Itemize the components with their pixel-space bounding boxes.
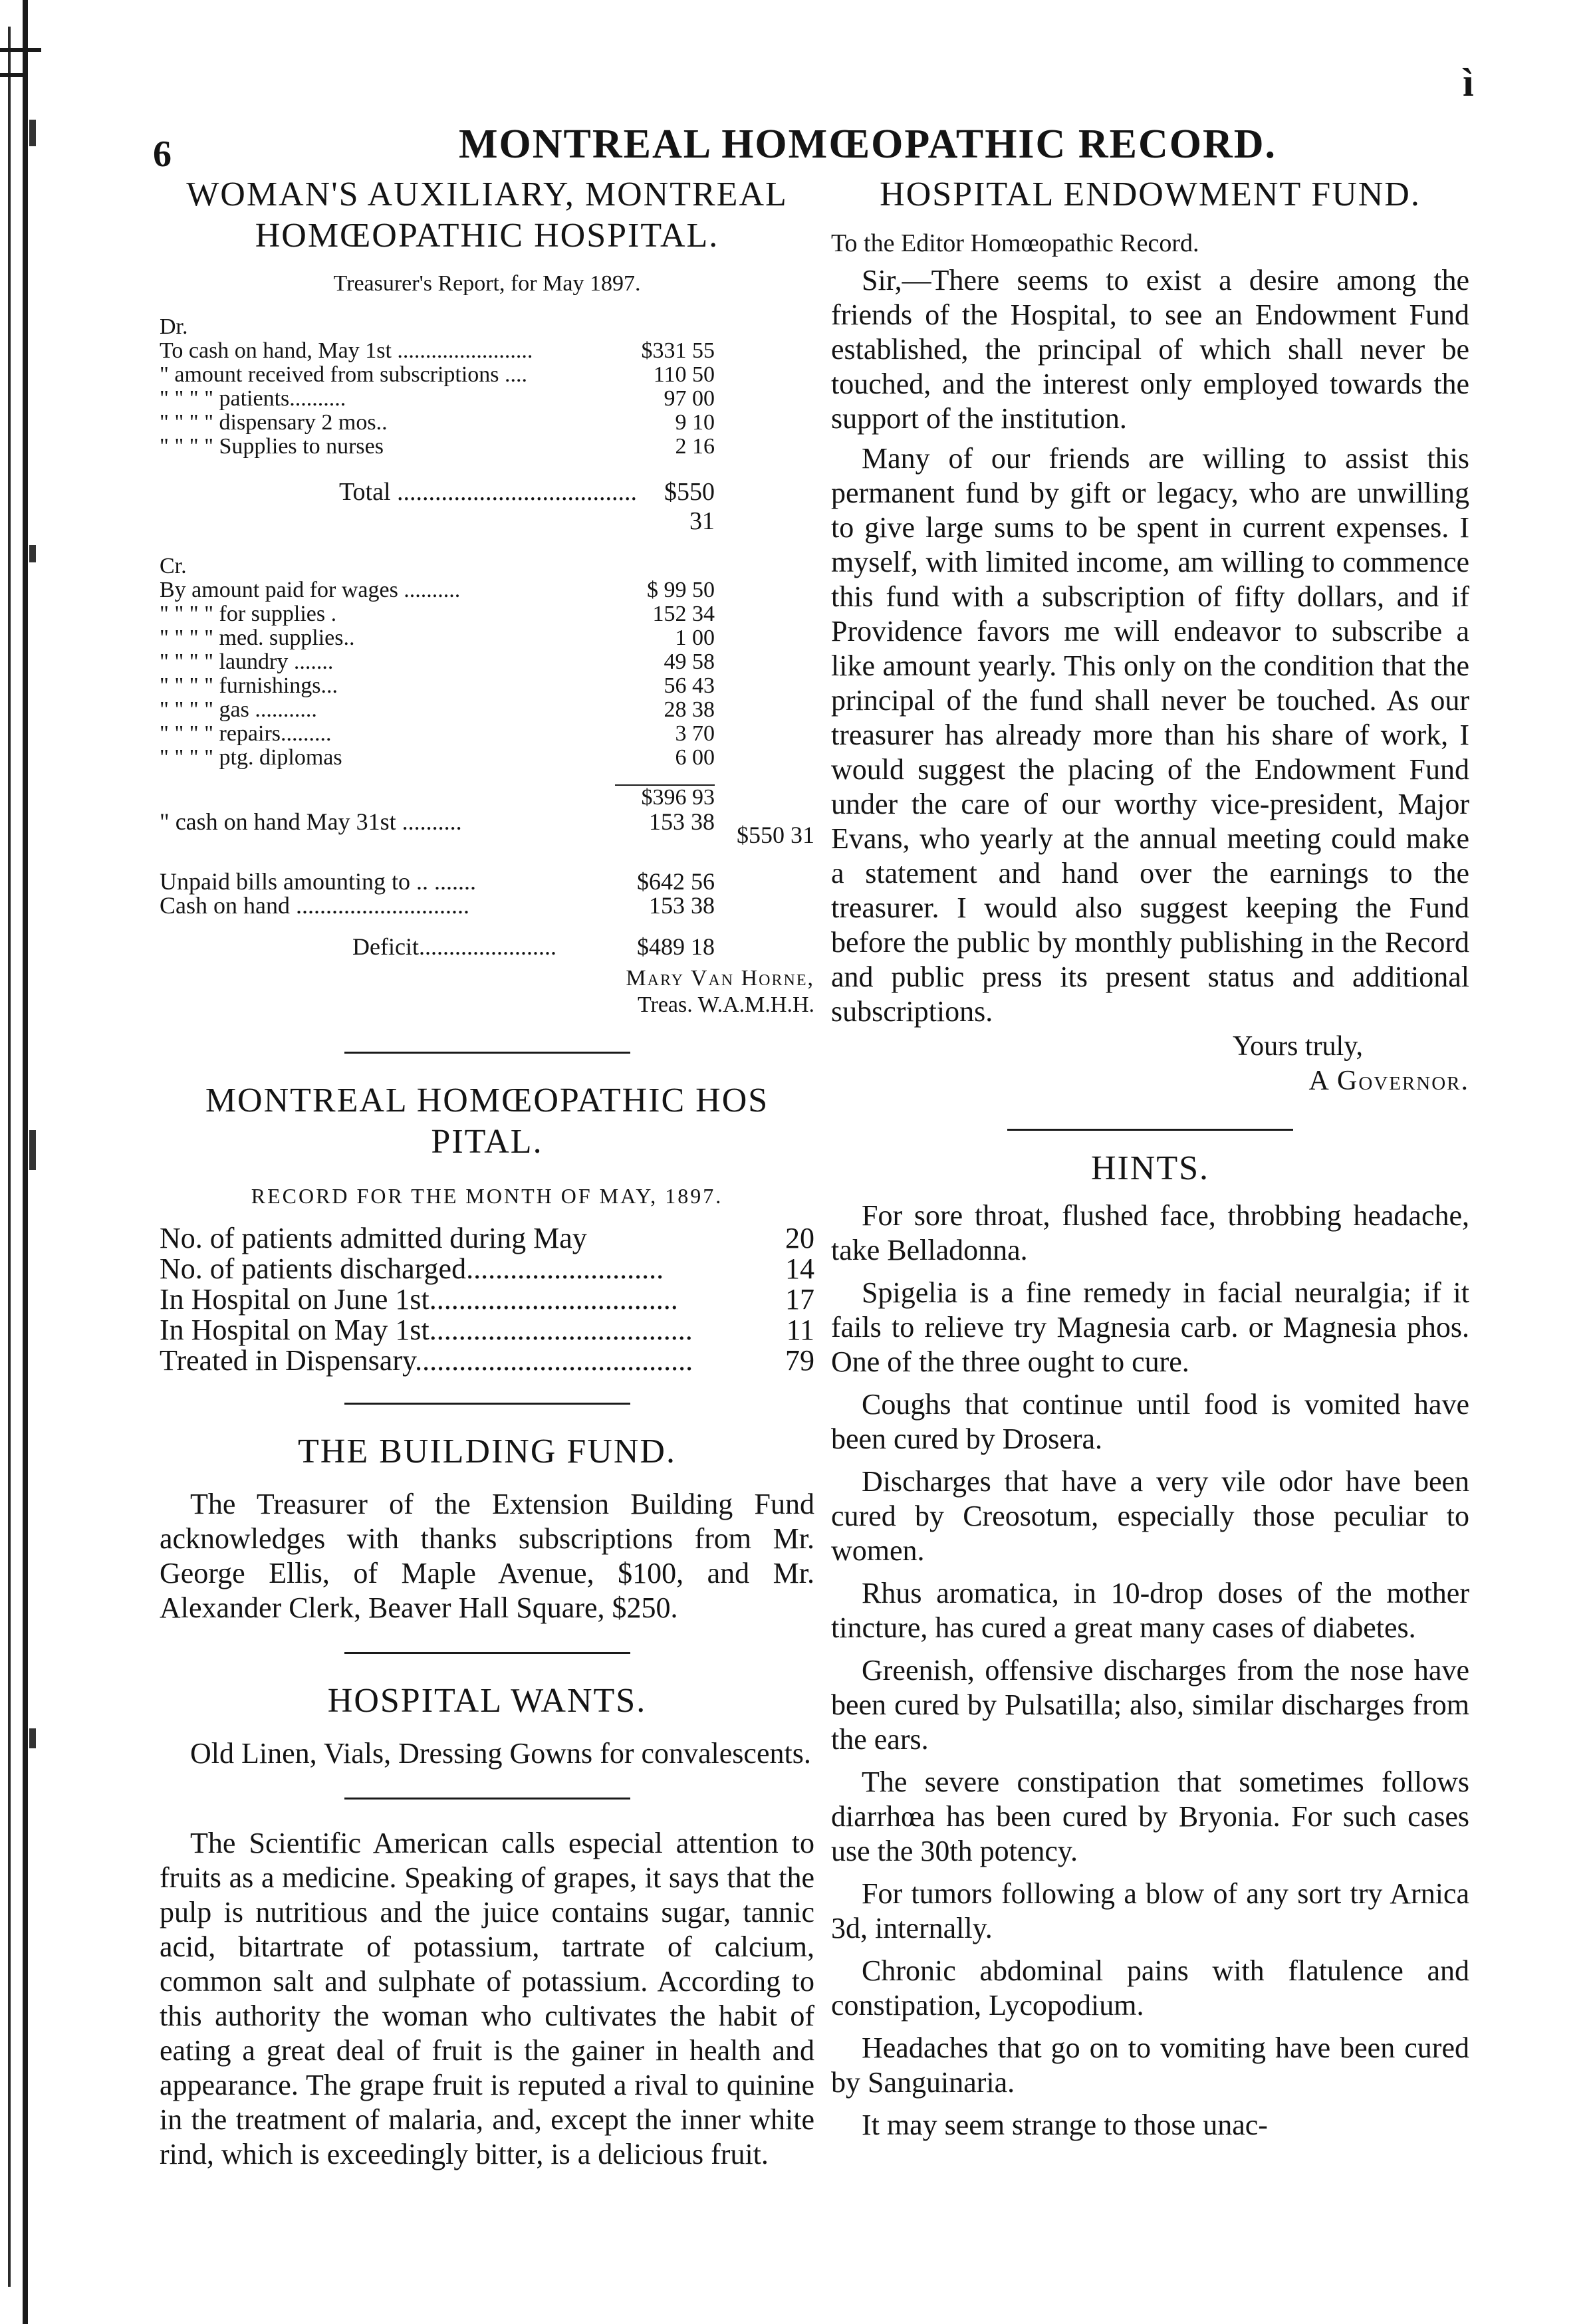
ledger-amount: 153 38 [649, 808, 715, 835]
ledger-subtotal: $396 93 [615, 784, 715, 810]
corner-mark: ì [1463, 60, 1474, 104]
ledger-row [160, 698, 814, 722]
auxiliary-title-line1: WOMAN'S AUXILIARY, MONTREAL [186, 175, 788, 213]
deficit-label: Deficit....................... [352, 933, 556, 960]
record-value: 79 [785, 1344, 814, 1377]
endowment-title: HOSPITAL ENDOWMENT FUND. [880, 175, 1421, 213]
ledger-row [160, 363, 814, 387]
building-fund [160, 1431, 814, 1625]
binding-line-inner [8, 27, 11, 2287]
signature-text: A Governor. [1308, 1066, 1469, 1096]
hospital-wants-title: HOSPITAL WANTS. [327, 1682, 647, 1720]
letter-paragraph: Many of our friends are willing to assist this permanent fund by gift or legacy, who are unwilling to give large sums to be spent in current expenses. I myself, with limited income, am willing to commence this fund with a subscription of fifty dollars, and if Providence favors me will endeavor to subscribe a like amount yearly. This only on the condition that the principal of the fund shall never be touched. As our treasurer has already more than his share of work, I would suggest the placing of the Endowment Fund under the care of our worthy vice-president, Major Evans, who yearly at the annual meeting could make a statement and hand over the earnings to the treasurer. I would also suggest keeping the Fund before the public by monthly publishing in the Record and public press its present status and additional subscriptions. [831, 442, 1469, 1028]
binding-mark [29, 1130, 36, 1170]
ledger-desc: " " " " patients.......... [160, 386, 346, 411]
ledger-row [160, 435, 814, 459]
ledger-desc: " " " " gas ........... [160, 697, 317, 722]
hint-item: Coughs that continue until food is vomited have been cured by Drosera. [831, 1388, 1469, 1455]
ledger-row [160, 810, 814, 847]
record-row [160, 1284, 814, 1315]
running-head: MONTREAL HOMŒOPATHIC RECORD. [459, 122, 1277, 167]
ledger-row [160, 578, 814, 602]
total-label: Total ...................................... [339, 478, 638, 506]
credit-label: Cr. [160, 554, 187, 578]
ledger-desc: " cash on hand May 31st .......... [160, 808, 462, 835]
ledger-row [160, 746, 814, 770]
record-label: In Hospital on May 1st.................................... [160, 1314, 693, 1346]
record-label: No. of patients discharged........................... [160, 1252, 664, 1285]
binding-mark [29, 545, 36, 562]
hints-title: HINTS. [1090, 1149, 1210, 1187]
section-divider [1007, 1129, 1293, 1131]
ledger-desc: " " " " dispensary 2 mos.. [160, 410, 388, 435]
hint-item: Chronic abdominal pains with flatulence and constipation, Lycopodium. [831, 1954, 1469, 2022]
ledger-credits [160, 554, 814, 959]
binding-mark [0, 73, 27, 77]
record-subtitle: RECORD FOR THE MONTH OF MAY, 1897. [251, 1184, 723, 1208]
binding-mark [0, 48, 41, 52]
ledger-desc: Cash on hand ............................. [160, 892, 469, 919]
ledger-desc: Unpaid bills amounting to .. ....... [160, 868, 476, 895]
hint-item: Spigelia is a fine remedy in facial neuralgia; if it fails to relieve try Magnesia carb. or Magnesia phos. One of the three ought to cure. [831, 1276, 1469, 1378]
ledger-amount: $331 55 [641, 338, 715, 363]
hint-item: For tumors following a blow of any sort try Arnica 3d, internally. [831, 1877, 1469, 1944]
section-divider [344, 1403, 630, 1405]
page-header [153, 121, 1449, 181]
ledger-desc: " " " " laundry ....... [160, 649, 334, 674]
auxiliary-report [160, 174, 814, 1018]
ledger-amount: $ 99 50 [647, 578, 715, 602]
ledger-amount: 97 00 [664, 386, 715, 411]
record-row [160, 1345, 814, 1376]
ledger-row [160, 674, 814, 698]
building-fund-text: The Treasurer of the Extension Building Fund acknowledges with thanks subscriptions from Mr. George Ellis, of Maple Avenue, $100, and Mr. Alexander Clerk, Beaver Hall Square, $250. [160, 1488, 814, 1624]
right-column [831, 174, 1469, 2150]
scientific-american-note [160, 1826, 814, 2172]
ledger-amount: 1 00 [675, 626, 715, 650]
hint-item: Greenish, offensive discharges from the nose have been cured by Pulsatilla; also, similar discharges from the ears. [831, 1654, 1469, 1756]
signature-title: Treas. W.A.M.H.H. [637, 992, 814, 1017]
hospital-wants-text: Old Linen, Vials, Dressing Gowns for convalescents. [190, 1737, 811, 1770]
signature-name: Mary Van Horne, [626, 966, 814, 990]
ledger-row [160, 339, 814, 363]
ledger-amount: 49 58 [664, 649, 715, 674]
deficit-amount: $489 18 [637, 933, 715, 960]
scientific-american-text: The Scientific American calls especial attention to fruits as a medicine. Speaking of grapes, it says that the pulp is nutritious and the juice contains sugar, tannic acid, bitartrate of potassium, tartrate of calcium, common salt and sulphate of potassium. According to this authority the woman who cultivates the habit of eating a great deal of fruit is the gainer in health and appearance. The grape fruit is reputed a rival to quinine in the treatment of malaria, and, except the inner white rind, which is exceedingly bitter, is a delicious fruit. [160, 1827, 814, 2170]
left-column [160, 174, 814, 2172]
ledger-row [160, 626, 814, 650]
hint-item: Rhus aromatica, in 10-drop doses of the mother tincture, has cured a great many cases of diabetes. [831, 1577, 1469, 1644]
ledger-row [160, 784, 814, 810]
ledger-amount: 2 16 [675, 434, 715, 459]
ledger-row [160, 650, 814, 674]
ledger-amount: 152 34 [652, 602, 715, 626]
record-value: 17 [785, 1283, 814, 1316]
endowment-letter [831, 174, 1469, 1098]
ledger-amount: 6 00 [675, 745, 715, 770]
hint-item: The severe constipation that sometimes follows diarrhœa has been cured by Bryonia. For such cases use the 30th potency. [831, 1766, 1469, 1867]
letter-closing: Yours truly, [1232, 1031, 1363, 1062]
record-title-line2: PITAL. [431, 1123, 543, 1161]
ledger-amount: $642 56 [637, 868, 715, 895]
record-row [160, 1223, 814, 1254]
ledger-amount: 56 43 [664, 673, 715, 698]
ledger-desc: By amount paid for wages .......... [160, 578, 461, 602]
hint-item: Headaches that go on to vomiting have been cured by Sanguinaria. [831, 2032, 1469, 2099]
ledger-desc: " " " " Supplies to nurses [160, 434, 384, 459]
record-value: 20 [785, 1222, 814, 1254]
hint-item: It may seem strange to those unac- [862, 2109, 1268, 2141]
letter-salutation: To the Editor Homœopathic Record. [831, 229, 1199, 257]
ledger-desc: " " " " for supplies . [160, 602, 337, 626]
letter-signature [831, 1064, 1469, 1098]
page-binding-edge [0, 0, 49, 2324]
ledger-desc: " " " " ptg. diplomas [160, 745, 342, 770]
binding-mark [29, 120, 36, 146]
record-row [160, 1315, 814, 1345]
letter-paragraph: Sir,—There seems to exist a desire among the friends of the Hospital, to see an Endowment Fund established, the principal of which shall never be touched, and the interest only employed towards the support of the institution. [831, 264, 1469, 435]
ledger-desc: " " " " med. supplies.. [160, 626, 355, 650]
binding-mark [29, 1728, 36, 1748]
ledger-row [160, 870, 814, 893]
hints-section [831, 1148, 1469, 2143]
total-amount: $550 31 [664, 478, 715, 535]
ledger-amount: 110 50 [653, 362, 715, 387]
ledger-row [160, 411, 814, 435]
ledger-amount: 153 38 [649, 892, 715, 919]
ledger-row [160, 602, 814, 626]
ledger-desc: " " " " furnishings... [160, 673, 338, 698]
record-label: Treated in Dispensary...................................... [160, 1344, 693, 1377]
record-value: 11 [786, 1314, 814, 1346]
record-row [160, 1254, 814, 1284]
ledger-row [160, 387, 814, 411]
ledger-amount: 28 38 [664, 697, 715, 722]
hospital-record [160, 1080, 814, 1376]
hint-item: For sore throat, flushed face, throbbing headache, take Belladonna. [831, 1199, 1469, 1266]
ledger-desc: To cash on hand, May 1st ........................ [160, 338, 533, 363]
section-divider [344, 1798, 630, 1800]
auxiliary-subtitle: Treasurer's Report, for May 1897. [333, 271, 641, 296]
ledger-row [160, 893, 814, 917]
record-table [160, 1223, 814, 1376]
section-divider [344, 1052, 630, 1054]
building-fund-title: THE BUILDING FUND. [298, 1433, 676, 1470]
ledger-total [160, 477, 814, 536]
ledger-desc: " " " " repairs......... [160, 721, 332, 746]
ledger-desc: " amount received from subscriptions .... [160, 362, 528, 387]
debit-label: Dr. [160, 314, 188, 339]
record-title-line1: MONTREAL HOMŒOPATHIC HOS [205, 1082, 769, 1119]
hint-item: Discharges that have a very vile odor have been cured by Creosotum, especially those peculiar to women. [831, 1465, 1469, 1567]
ledger-amount: 9 10 [675, 410, 715, 435]
record-label: In Hospital on June 1st.................................. [160, 1283, 678, 1316]
ledger-total-amount: $550 31 [737, 822, 814, 848]
ledger-row [160, 722, 814, 746]
treasurer-signature [160, 965, 814, 1018]
record-label: No. of patients admitted during May [160, 1222, 587, 1254]
section-divider [344, 1652, 630, 1654]
hospital-wants [160, 1681, 814, 1771]
record-value: 14 [785, 1252, 814, 1285]
ledger-amount: 3 70 [675, 721, 715, 746]
page-number: 6 [153, 134, 172, 175]
ledger-debits [160, 315, 814, 459]
ledger-row [160, 935, 814, 959]
binding-line [23, 0, 28, 2324]
auxiliary-title-line2: HOMŒOPATHIC HOSPITAL. [255, 217, 719, 255]
